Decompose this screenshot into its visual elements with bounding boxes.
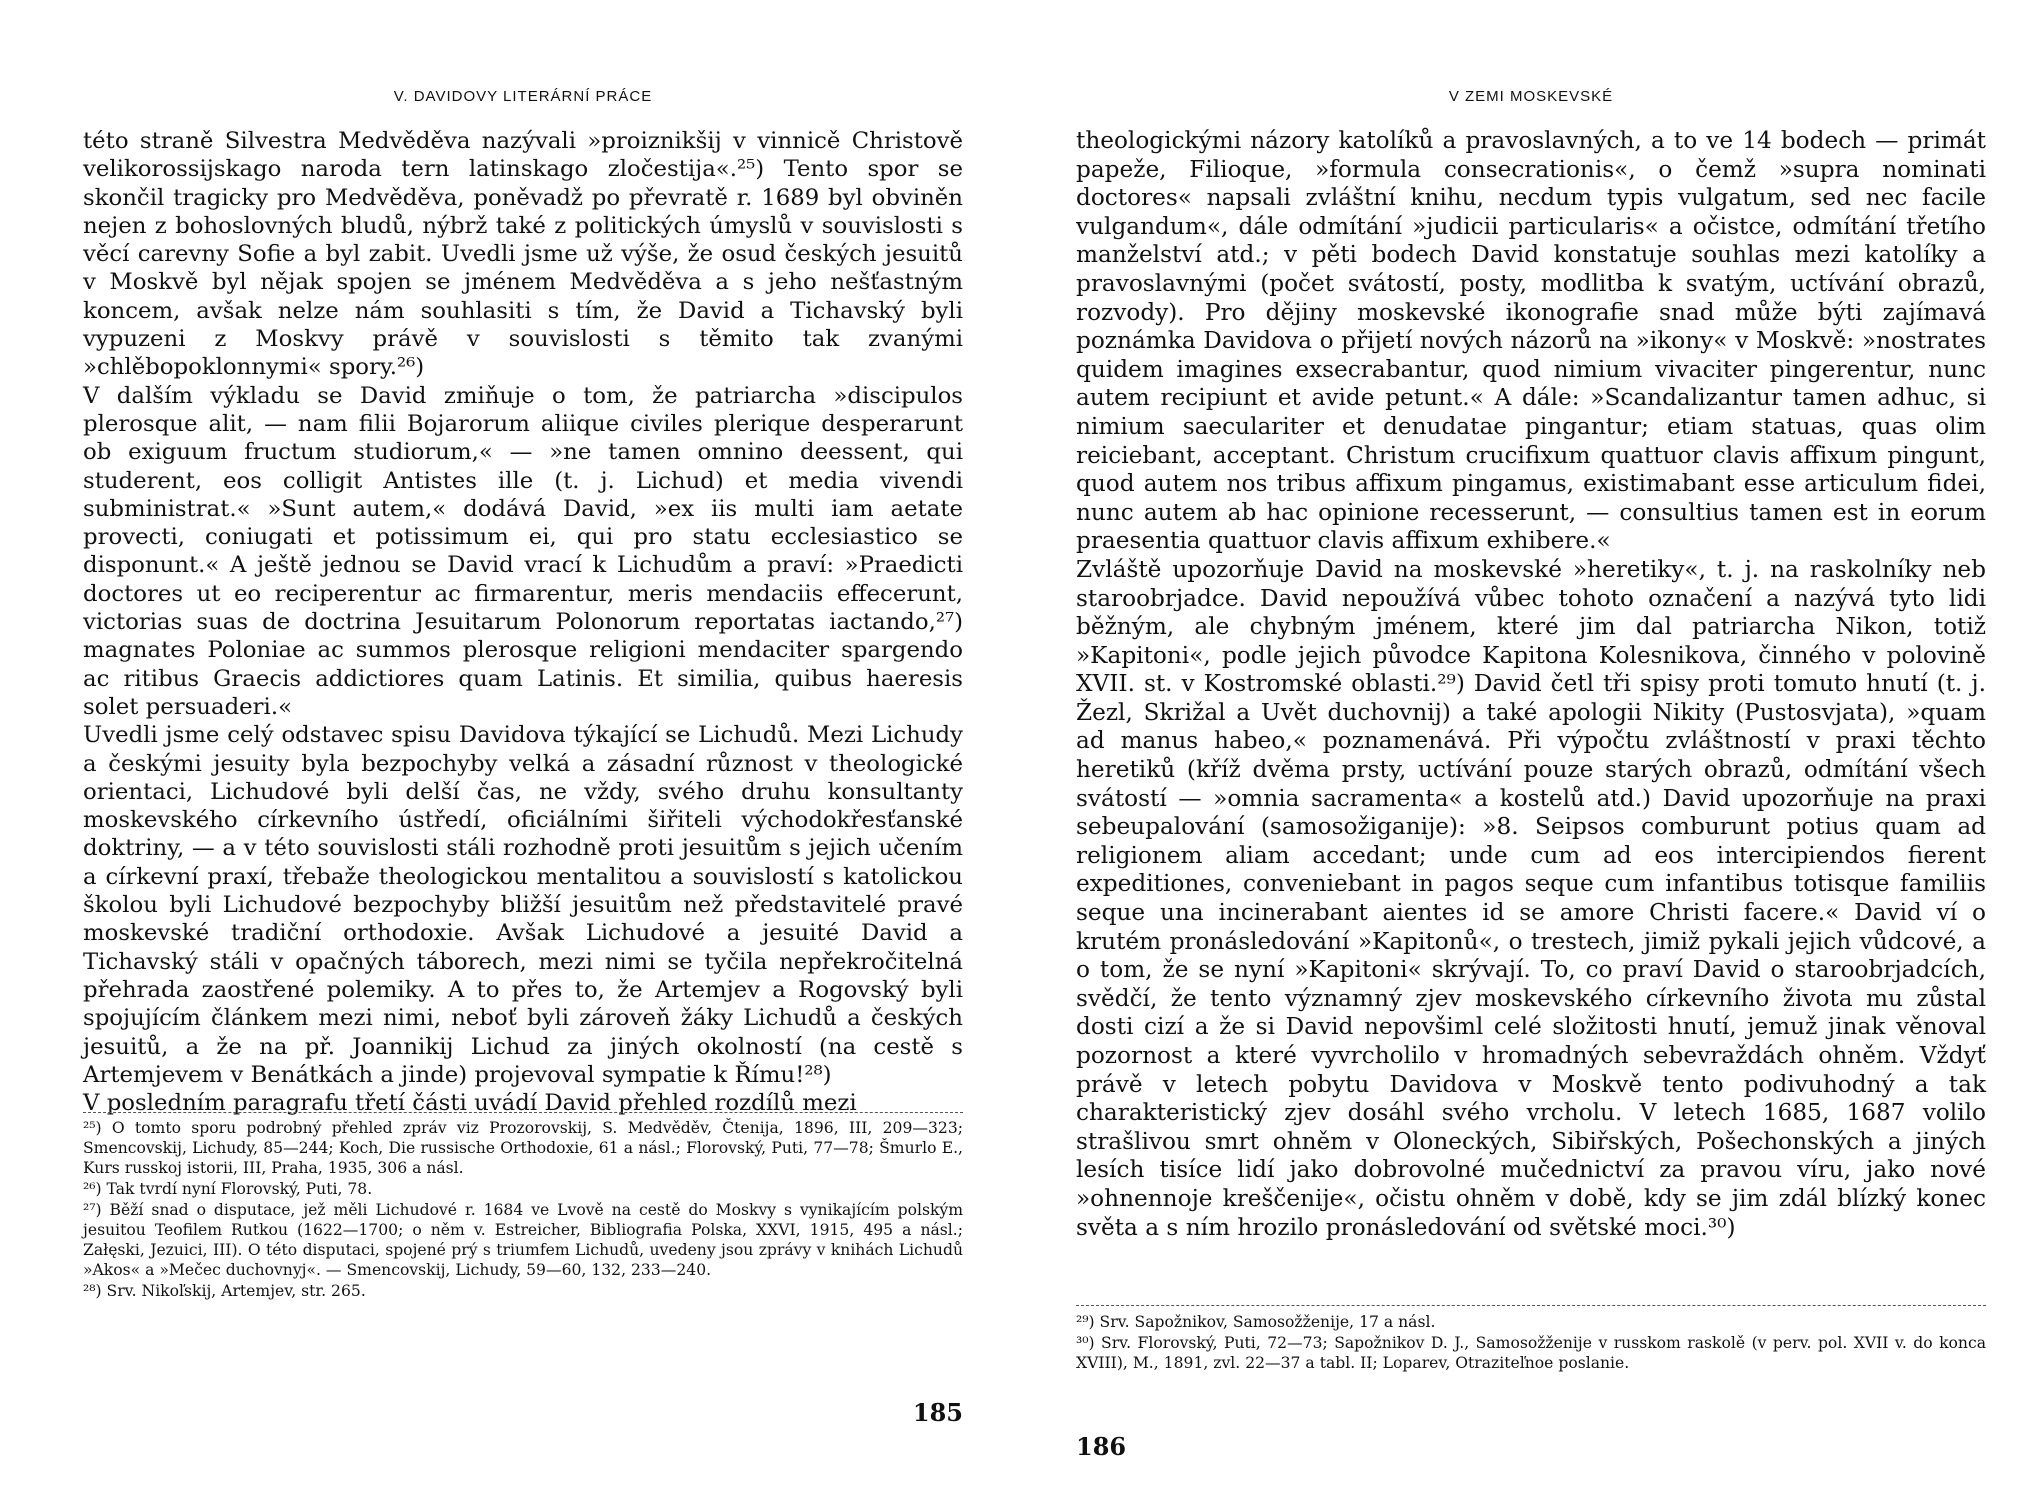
paragraph: V posledním paragrafu třetí části uvádí David přehled rozdílů mezi (83, 1090, 857, 1117)
body-text-right (1076, 127, 1986, 1242)
page-number-left: 185 (912, 1398, 963, 1427)
footnote: ²⁵) O tomto sporu podrobný přehled zpráv viz Prozorovskij, S. Medvěděv, Čtenija, 1896, III, 209—323; Smencovskij, Lichudy, 85—244; Koch, Die russische Orthodoxie, 61 a násl.; Florovský, Puti, 77—78; Šmurlo E., Kurs russkoj istorii, III, Praha, 1935, 306 a násl. (83, 1119, 963, 1177)
paragraph: Uvedli jsme celý odstavec spisu Davidova týkající se Lichudů. Mezi Lichudy a českými jesuity byla bezpochyby velká a zásadní různost v theologické orientaci, Lichudové byli delší čas, ne vždy, svého druhu konsultanty moskevského církevního ústředí, oficiálními šiřiteli východokřesťanské doktriny, — a v této souvislosti stáli rozhodně proti jesuitům s jejich učením a církevní praxí, třebaže theologickou mentalitou a souvislostí s katolickou školou byli Lichudové bezpochyby bližší jesuitům než představitelé pravé moskevské tradiční orthodoxie. Avšak Lichudové a jesuité David a Tichavský stáli v opačných táborech, mezi nimi se tyčila nepřekročitelná přehrada zaostřené polemiky. A to přes to, že Artemjev a Rogovský byli spojujícím článkem mezi nimi, neboť byli zároveň žáky Lichudů a českých jesuitů, a že na př. Joannikij Lichud za jiných okolností (na cestě s Artemjevem v Benátkách a jinde) projevoval sympatie k Římu!²⁸) (83, 722, 963, 1088)
right-page (1076, 0, 1986, 1500)
footnote: ²⁶) Tak tvrdí nyní Florovský, Puti, 78. (83, 1180, 373, 1198)
paragraph: této straně Silvestra Medvěděva nazývali »proiznikšij v vinnicě Christově velikorossijskago naroda tern latinskago zločestija«.²⁵) Tento spor se skončil tragicky pro Medvěděva, poněvadž po převratě r. 1689 byl obviněn nejen z bohoslovných bludů, nýbrž také z politických úmyslů v souvislosti s věcí carevny Sofie a byl zabit. Uvedli jsme už výše, že osud českých jesuitů v Moskvě byl nějak spojen se jménem Medvěděva a s jeho nešťastným koncem, avšak nelze nám souhlasiti s tím, že David a Tichavský byli vypuzeni z Moskvy právě v souvislosti s těmito tak zvanými »chlěbopoklonnymi« spory.²⁶) (83, 128, 963, 381)
footnote: ²⁸) Srv. Nikoľskij, Artemjev, str. 265. (83, 1282, 366, 1300)
footnotes-right (1076, 1312, 1986, 1374)
footnotes-left (83, 1118, 963, 1302)
footnote-divider (1076, 1305, 1986, 1306)
footnote: ²⁷) Běží snad o disputace, jež měli Lichudové r. 1684 ve Lvově na cestě do Moskvy s vynikajícím polským jesuitou Teofilem Rutkou (1622—1700; o něm v. Estreicher, Bibliografia Polska, XXVI, 1915, 495 a násl.; Załęski, Jezuici, III). O této disputaci, spojené prý s triumfem Lichudů, uvedeny jsou zprávy v knihách Lichudů »Akos« a »Mečec duchovnyj«. — Smencovskij, Lichudy, 59—60, 132, 233—240. (83, 1201, 963, 1279)
paragraph: Zvláště upozorňuje David na moskevské »heretiky«, t. j. na raskolníky neb staroobrjadce. David nepoužívá vůbec tohoto označení a nazývá tyto lidi běžným, ale chybným jménem, které jim dal patriarcha Nikon, totiž »Kapitoni«, podle jejich původce Kapitona Kolesnikova, činného v polovině XVII. st. v Kostromské oblasti.²⁹) David četl tři spisy proti tomuto hnutí (t. j. Žezl, Skrižal a Uvět duchovnij) a také apologii Nikity (Pustosvjata), »quam ad manus habeo,« poznamenává. Při výpočtu zvláštností v praxi těchto heretiků (kříž dvěma prsty, uctívání pouze starých obrazů, odmítání všech svátostí — »omnia sacramenta« a kostelů atd.) David upozorňuje na praxi sebeupalování (samosožiganije): »8. Seipsos comburunt potius quam ad religionem aliam accedant; unde cum ad eos intercipiendos fierent expeditiones, conveniebant in pagos seque cum infantibus totisque familiis seque una incinerabant aientes id se amore Christi facere.« David ví o krutém pronásledování »Kapitonů«, o trestech, jimiž pykali jejich vůdcové, a o tom, že se nyní »Kapitoni« skrývají. To, co praví David o staroobrjadcích, svědčí, že tento významný zjev moskevského církevního života mu zůstal dosti cizí a že si David nepovšiml celé složitosti hnutí, jemuž jinak věnoval pozornost a které vyvrcholilo v hromadných sebevraždách ohněm. Vždyť právě v letech pobytu Davidova v Moskvě tento podivuhodný a tak charakteristický zjev dosáhl svého vrcholu. V letech 1685, 1687 volilo strašlivou smrt ohněm v Oloneckých, Sibiřských, Pošechonských a jiných lesích tisíce lidí jako dobrovolné mučednictví za pravou víru, jako nové »ohnennoje kreščenije«, očistu ohněm v době, kdy se jim zdál blízký konec světa a s ním hrozilo pronásledování od světské moci.³⁰) (1076, 555, 1986, 1241)
paragraph: V dalším výkladu se David zmiňuje o tom, že patriarcha »discipulos plerosque alit, — nam filii Bojarorum aliique civiles plerique desperarunt ob exiguum fructum studiorum,« — »ne tamen omnino deessent, qui studerent, eos colligit Antistes ille (t. j. Lichud) et media vivendi subministrat.« »Sunt autem,« dodává David, »ex iis multi iam aetate provecti, coniugati et potissimum ei, qui pro statu ecclesiastico se disponunt.« A ještě jednou se David vrací k Lichudům a praví: »Praedicti doctores ut eo reciperentur ac firmarentur, meris mendaciis effecerunt, victorias suas de doctrina Jesuitarum Polonorum reportatas iactando,²⁷) magnates Poloniae ac summos plerosque religioni mendaciter spargendo ac ritibus Graecis addictiores quam Latinis. Et similia, quibus haeresis solet persuaderi.« (83, 382, 963, 720)
body-text-left (83, 127, 963, 1117)
page-number-right: 186 (1076, 1432, 1127, 1461)
footnote: ³⁰) Srv. Florovský, Puti, 72—73; Sapožnikov D. J., Samosožženije v russkom raskolě (v perv. pol. XVII v. do konca XVIII), M., 1891, zvl. 22—37 a tabl. II; Loparev, Otraziteľnoe poslanie. (1076, 1334, 1986, 1372)
left-page (83, 0, 963, 1500)
footnote-divider (83, 1112, 963, 1113)
running-head-left: V. DAVIDOVY LITERÁRNÍ PRÁCE (393, 88, 653, 105)
footnote: ²⁹) Srv. Sapožnikov, Samosožženije, 17 a násl. (1076, 1313, 1436, 1331)
running-head-right: V ZEMI MOSKEVSKÉ (1448, 88, 1614, 105)
paragraph: theologickými názory katolíků a pravoslavných, a to ve 14 bodech — primát papeže, Filioque, »formula consecrationis«, o čemž »supra nominati doctores« napsali zvláštní knihu, necdum typis vulgatum, sed nec facile vulgandum«, dále odmítání »judicii particularis« a očistce, odmítání třetího manželství atd.; v pěti bodech David konstatuje souhlas mezi katolíky a pravoslavnými (počet svátostí, posty, modlitba k svatým, uctívání obrazů, rozvody). Pro dějiny moskevské ikonografie snad může býti zajímavá poznámka Davidova o přijetí nových názorů na »ikony« v Moskvě: »nostrates quidem imagines exsecrabantur, quod nimium vivaciter pingerentur, nunc autem recipiunt et avide petunt.« A dále: »Scandalizantur tamen adhuc, si nimium saeculariter et denudatae pingantur; etiam statuas, quas olim reiciebant, acceptant. Christum crucifixum quattuor clavis affixum pingunt, quod autem nos tribus affixum pingamus, existimabant esse articulum fidei, nunc autem ab hac opinione recesserunt, — consultius tamen est in eorum praesentia quattuor clavis affixum exhibere.« (1076, 127, 1986, 555)
